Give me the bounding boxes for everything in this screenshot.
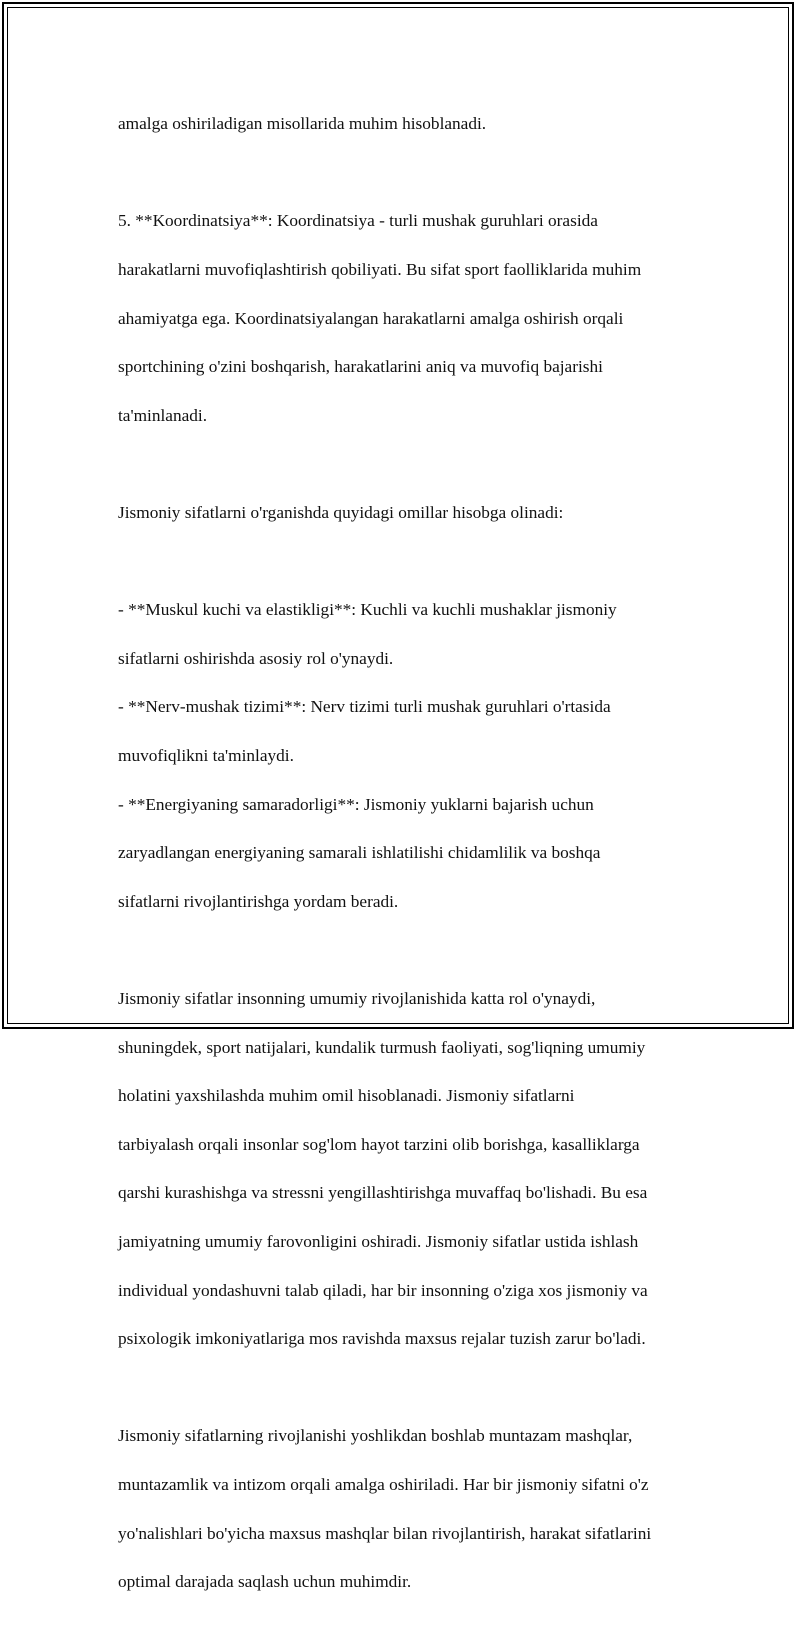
text-line: optimal darajada saqlash uchun muhimdir. [118,1572,412,1592]
paragraph-intro-continuation [118,88,708,161]
text-line: amalga oshiriladigan misollarida muhim hisoblanadi. [118,114,487,134]
paragraph-koordinatsiya [118,185,708,452]
text-line: sportchining o'zini boshqarish, harakatlarini aniq va muvofiq bajarishi [118,357,603,377]
text-line: holatini yaxshilashda muhim omil hisoblanadi. Jismoniy sifatlarni [118,1086,575,1106]
list-item-line: - **Energiyaning samaradorligi**: Jismoniy yuklarni bajarish uchun [118,794,594,814]
list-item-line: - **Nerv-mushak tizimi**: Nerv tizimi turli mushak guruhlari o'rtasida [118,697,611,717]
text-line: ahamiyatga ega. Koordinatsiyalangan harakatlarni amalga oshirish orqali [118,308,624,328]
text-line: Jismoniy sifatlarni o'rganishda quyidagi omillar hisobga olinadi: [118,503,564,523]
text-line: jamiyatning umumiy farovonligini oshiradi. Jismoniy sifatlar ustida ishlash [118,1231,639,1251]
text-line: ta'minlanadi. [118,405,208,425]
list-item-line: sifatlarni oshirishda asosiy rol o'ynaydi. [118,648,394,668]
paragraph-conclusion [118,1400,708,1619]
list-item-line: - **Muskul kuchi va elastikligi**: Kuchli va kuchli mushaklar jismoniy [118,600,617,620]
list-item-line: muvofiqlikni ta'minlaydi. [118,746,294,766]
text-line: muntazamlik va intizom orqali amalga oshiriladi. Har bir jismoniy sifatni o'z [118,1474,649,1494]
text-line: qarshi kurashishga va stressni yengillashtirishga muvaffaq bo'lishadi. Bu esa [118,1183,648,1203]
list-item-line: zaryadlangan energiyaning samarali ishlatilishi chidamlilik va boshqa [118,843,601,863]
text-line: individual yondashuvni talab qiladi, har bir insonning o'ziga xos jismoniy va [118,1280,648,1300]
text-line: Jismoniy sifatlar insonning umumiy rivojlanishida katta rol o'ynaydi, [118,988,596,1008]
text-line: shuningdek, sport natijalari, kundalik turmush faoliyati, sog'liqning umumiy [118,1037,646,1057]
text-line: psixologik imkoniyatlariga mos ravishda maxsus rejalar tuzish zarur bo'ladi. [118,1329,646,1349]
text-line: 5. **Koordinatsiya**: Koordinatsiya - turli mushak guruhlari orasida [118,211,598,231]
paragraph-umumiy-rivojlanish [118,963,708,1376]
document-body [118,88,708,1643]
list-item-line: sifatlarni rivojlantirishga yordam beradi. [118,891,399,911]
text-line: tarbiyalash orqali insonlar sog'lom hayot tarzini olib borishga, kasalliklarga [118,1134,640,1154]
text-line: yo'nalishlari bo'yicha maxsus mashqlar bilan rivojlantirish, harakat sifatlarini [118,1523,652,1543]
paragraph-omillar-list [118,574,708,938]
text-line: Jismoniy sifatlarning rivojlanishi yoshlikdan boshlab muntazam mashqlar, [118,1426,633,1446]
text-line: harakatlarni muvofiqlashtirish qobiliyati. Bu sifat sport faolliklarida muhim [118,260,642,280]
paragraph-omillar-intro [118,477,708,550]
